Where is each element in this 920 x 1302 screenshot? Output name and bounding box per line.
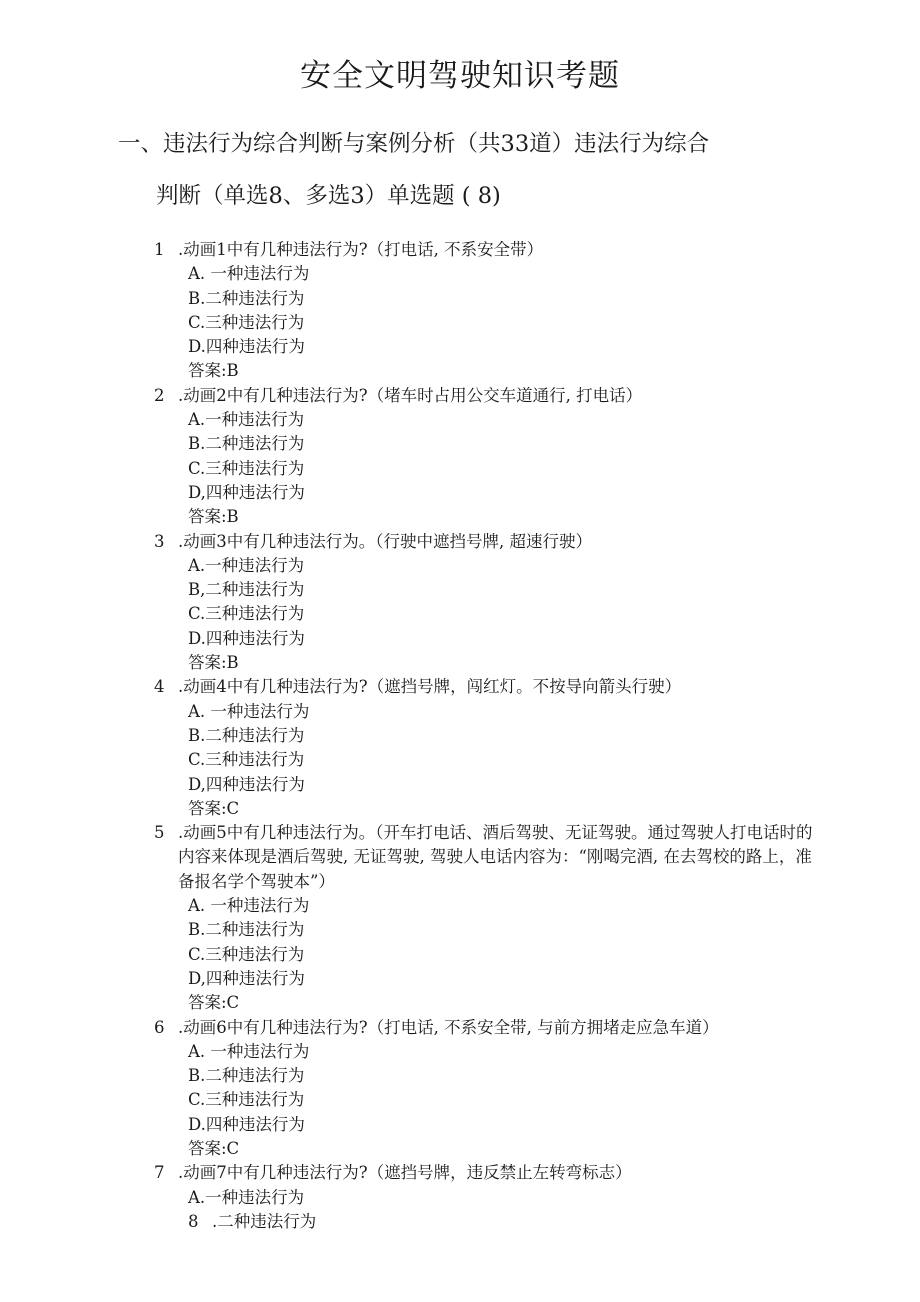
question-number: 7 [154,1163,165,1183]
misnumbered-option-number: 8 [188,1211,199,1231]
option-b: B.二种违法行为 [188,920,305,940]
option-a: A. 一种违法行为 [188,701,310,721]
question-header [154,1161,814,1185]
answer: 答案:B [188,653,239,673]
option-c: C.三种违法行为 [188,458,305,478]
question-item [154,530,814,676]
answer: 答案:B [188,507,239,527]
question-header [154,1016,814,1040]
option-d: D,四种违法行为 [188,774,305,794]
question-list [154,238,814,1234]
answer: 答案:C [188,798,240,818]
section-heading-line2: 判断（单选8、多选3）单选题 ( 8) [156,183,501,209]
question-header [154,530,814,554]
misnumbered-option-text: .二种违法行为 [212,1211,317,1231]
question-header [154,384,814,408]
option-d: D,四种违法行为 [188,482,305,502]
question-header [154,821,814,894]
option-b: B.二种违法行为 [188,1066,305,1086]
option-a: A. 一种违法行为 [188,1041,310,1061]
question-text: .动画2中有几种违法行为?（堵车时占用公交车道通行, 打电话） [178,385,643,405]
option-d: D,四种违法行为 [188,968,305,988]
question-text: .动画4中有几种违法行为?（遮挡号牌，闯红灯。不按导向箭头行驶） [178,677,682,697]
question-item [154,821,814,1015]
option-b: B,二种违法行为 [188,580,305,600]
question-header [154,675,814,699]
section-heading [118,118,798,222]
question-text: .动画5中有几种违法行为。（开车打电话、酒后驾驶、无证驾驶。通过驾驶人打电话时的内容来体现是酒后驾驶, 无证驾驶, 驾驶人电话内容为：“刚喝完酒, 在去驾校的路上，准备报名学个驾驶本”） [178,823,813,891]
option-c: C.三种违法行为 [188,312,305,332]
question-item [154,1161,814,1234]
question-number: 3 [154,531,165,551]
question-item [154,675,814,821]
answer: 答案:B [188,361,239,381]
option-c: C.三种违法行为 [188,1090,305,1110]
answer: 答案:C [188,1138,240,1158]
question-number: 2 [154,385,165,405]
option-c: C.三种违法行为 [188,604,305,624]
option-a: A. 一种违法行为 [188,896,310,916]
misnumbered-option [154,1210,814,1234]
option-a: A.一种违法行为 [188,410,305,430]
option-a: A.一种违法行为 [188,555,305,575]
option-b: B.二种违法行为 [188,725,305,745]
option-b: B.二种违法行为 [188,288,305,308]
question-number: 4 [154,677,165,697]
option-d: D.四种违法行为 [188,628,305,648]
option-c: C.三种违法行为 [188,944,305,964]
section-heading-line1: 一、违法行为综合判断与案例分析（共33道）违法行为综合 [118,131,710,157]
question-number: 6 [154,1017,165,1037]
option-c: C.三种违法行为 [188,750,305,770]
question-item [154,238,814,384]
question-text: .动画6中有几种违法行为?（打电话, 不系安全带, 与前方拥堵走应急车道） [178,1017,719,1037]
question-number: 1 [154,240,165,259]
option-a: A. 一种违法行为 [188,264,310,284]
answer: 答案:C [188,993,240,1013]
page-title: 安全文明驾驶知识考题 [300,58,620,94]
question-text: .动画3中有几种违法行为。（行驶中遮挡号牌, 超速行驶） [178,531,592,551]
option-d: D.四种违法行为 [188,337,305,357]
option-d: D.四种违法行为 [188,1114,305,1134]
option-a: A.一种违法行为 [188,1187,305,1207]
question-item [154,384,814,530]
question-text: .动画1中有几种违法行为?（打电话, 不系安全带） [178,240,544,259]
question-item [154,1016,814,1162]
question-number: 5 [154,823,165,843]
option-b: B.二种违法行为 [188,434,305,454]
question-text: .动画7中有几种违法行为?（遮挡号牌，违反禁止左转弯标志） [178,1163,632,1183]
question-header [154,238,814,262]
